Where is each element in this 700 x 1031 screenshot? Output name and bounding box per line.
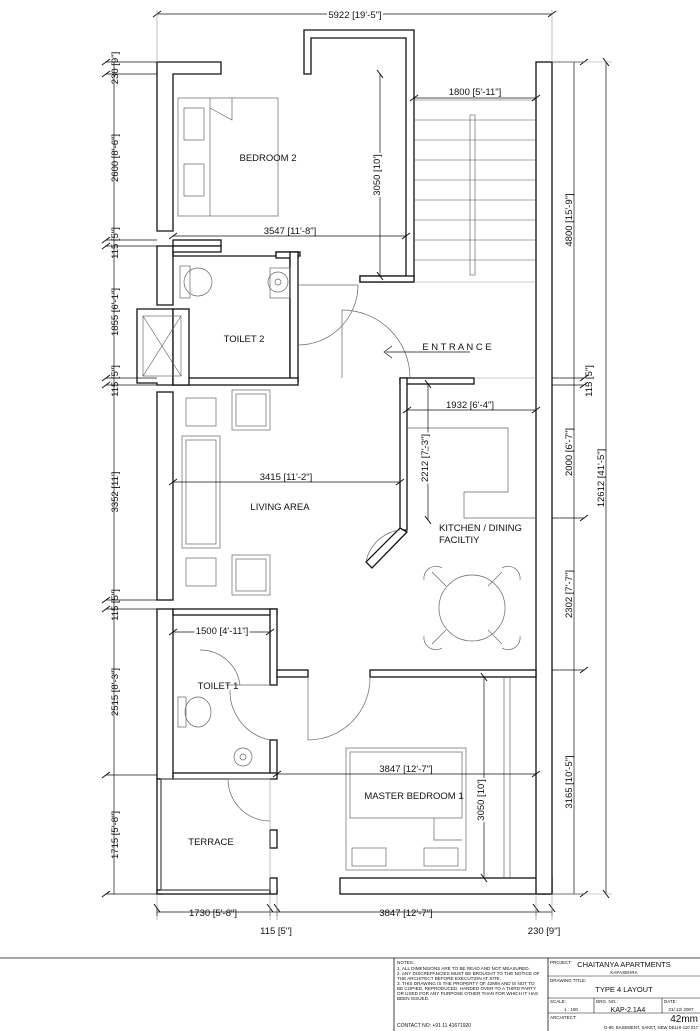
dim-bed2-depth: 3050 [10'] [372, 154, 383, 196]
architect-label: ARCHITECT: [550, 1015, 577, 1020]
dim-bottom-1: 1730 [5'-8"] [189, 908, 237, 919]
contact: CONTACT NO: +91 11 41671920 [397, 1023, 472, 1029]
dim-master-width: 3847 [12'-7"] [379, 764, 433, 775]
dim-left-7: 115 [5"] [110, 589, 121, 621]
drg-label: DRG. NO.: [596, 999, 618, 1004]
note-line-2: 2. ANY DISCREPANCIES MUST BE BROUGHT TO THE NOTICE OF [397, 971, 540, 976]
dim-left-4: 1855 [6'-1"] [110, 288, 121, 336]
room-kitchen-line1: KITCHEN / DINING [439, 523, 522, 534]
notes-label: NOTES: [397, 960, 415, 965]
dim-overall-width: 5922 [19'-5"] [328, 10, 382, 21]
scale-value: 1 : 100 [564, 1007, 578, 1012]
dim-left-3: 115 [5"] [110, 227, 121, 259]
note-line-3: THE ARCHITECT BEFORE EXECUTION AT SITE. [397, 976, 501, 981]
dim-kitchen-width: 1932 [6'-4"] [446, 400, 494, 411]
project-location: KAPASEHRA [610, 970, 638, 975]
dim-bottom-4: 230 [9"] [527, 926, 561, 937]
dim-right-3: 2000 [6'-7"] [564, 428, 575, 476]
project-label: PROJECT: [550, 960, 572, 965]
note-line-1: 1. ALL DIMENSIONS ARE TO BE READ AND NOT MEASURED. [397, 966, 530, 971]
dim-left-8: 2515 [8'-3"] [110, 668, 121, 716]
room-labels [188, 153, 522, 848]
dim-overall-height: 12612 [41'-5"] [596, 448, 607, 508]
room-toilet-2: TOILET 2 [223, 334, 265, 345]
dim-left-6: 3352 [11'] [110, 471, 121, 513]
dim-bed2-width: 3547 [11'-8"] [263, 226, 317, 237]
dim-kitchen-depth: 2212 [7'-3"] [420, 434, 431, 482]
dim-stair-width: 1800 [5'-11"] [448, 87, 502, 98]
room-terrace: TERRACE [188, 837, 234, 848]
room-entrance: E N T R A N C E [422, 342, 492, 353]
walls [137, 30, 552, 894]
room-master-bedroom: MASTER BEDROOM 1 [364, 791, 464, 802]
room-kitchen-line2: FACILTIY [439, 535, 480, 546]
dim-bottom-3: 3847 [12'-7"] [379, 908, 433, 919]
dim-right-4: 2302 [7'-7"] [564, 570, 575, 618]
project-name: CHAITANYA APARTMENTS [577, 960, 671, 969]
dim-bottom-2: 115 [5"] [260, 926, 292, 937]
drawing-title: TYPE 4 LAYOUT [595, 985, 653, 994]
drawing-title-label: DRAWING TITLE: [550, 978, 587, 983]
dim-right-2: 115 [5"] [584, 365, 595, 397]
date-value: 21/ 12/ 2007 [668, 1007, 694, 1012]
furniture [161, 98, 536, 890]
drg-no: KAP-2.1A4 [610, 1007, 646, 1014]
room-bedroom-2: BEDROOM 2 [239, 153, 297, 164]
dim-right-1: 4800 [15'-9"] [564, 193, 575, 247]
room-toilet-1: TOILET 1 [197, 681, 239, 692]
note-line-4: 3. THIS DRAWING IS THE PROPERTY OF 42MM AND IS NOT TO [397, 981, 535, 986]
note-line-5: BE COPIED, REPRODUCED, HANDED OVER TO A THIRD PARTY [397, 986, 537, 991]
dimension-labels [110, 10, 607, 937]
dim-living-width: 3415 [11'-2"] [259, 472, 313, 483]
dim-toilet1-width: 1500 [4'-11"] [195, 626, 249, 637]
architect-logo: 42mm [670, 1014, 698, 1025]
dim-left-1: 230 [9"] [110, 51, 121, 85]
note-line-7: BEEN ISSUED. [397, 996, 430, 1001]
title-block [0, 958, 700, 1031]
note-line-6: OR USED FOR ANY PURPOSE OTHER THAN FOR WHICH IT HAS [397, 991, 538, 996]
dim-right-5: 3165 [10'-5"] [564, 755, 575, 809]
staircase [414, 100, 536, 378]
date-label: DATE: [664, 999, 677, 1004]
dim-left-5: 115 [5"] [110, 365, 121, 397]
dim-left-2: 2600 [8'-6"] [110, 134, 121, 182]
room-living: LIVING AREA [250, 502, 310, 513]
scale-label: SCALE: [550, 999, 567, 1004]
architect-address: D-80, BASEMENT, SAKET, NEW DELHI-110 017 [604, 1025, 698, 1030]
dim-left-9: 1715 [5'-8"] [110, 811, 121, 859]
dim-master-depth: 3050 [10'] [476, 779, 487, 821]
